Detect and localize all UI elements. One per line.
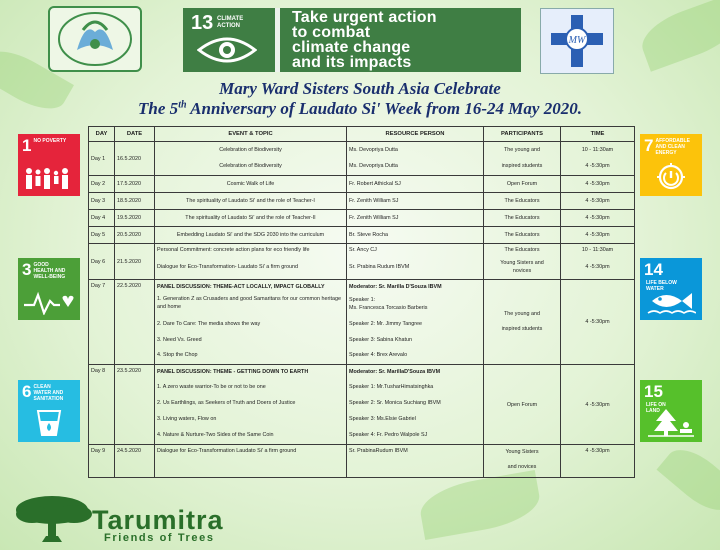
cell-event <box>155 142 347 176</box>
page-subtitle <box>0 99 720 119</box>
cell-time <box>561 244 635 280</box>
cell-date: 22.5.2020 <box>115 280 155 365</box>
sdg-label: CLEAN WATER AND SANITATION <box>33 384 64 402</box>
table-row <box>89 142 635 176</box>
cell-event: Cosmic Walk of Life <box>155 176 347 193</box>
event-line: 4. Stop the Chop <box>157 352 198 358</box>
cell-time: 4 -5:30pm <box>561 193 635 210</box>
earth-eye-icon <box>197 36 257 64</box>
water-glass-icon <box>24 409 74 437</box>
table-header-row <box>89 127 635 142</box>
table-row <box>89 227 635 244</box>
cell-day: Day 3 <box>89 193 115 210</box>
cell-person <box>347 365 484 445</box>
participants-line: inspired students <box>501 162 543 169</box>
event-line: 3. Need Vs. Greed <box>157 337 202 343</box>
sdg-tile-7 <box>640 134 702 196</box>
column-header-participants: PARTICIPANTS <box>484 127 561 142</box>
sdg-number: 7 <box>644 136 654 155</box>
sdg-tile-15 <box>640 380 702 442</box>
cell-person <box>347 280 484 365</box>
sdg-tile-6 <box>18 380 80 442</box>
sdg-tile-1 <box>18 134 80 196</box>
person-line: Sr. Ancy CJ <box>349 247 377 253</box>
event-line: Celebration of Biodiversity <box>219 162 282 169</box>
cell-date: 23.5.2020 <box>115 365 155 445</box>
time-line: 10 - 11:30am <box>581 247 614 253</box>
slogan-line: and its impacts <box>292 54 412 71</box>
column-header-day: DAY <box>89 127 115 142</box>
column-header-event: EVENT & TOPIC <box>155 127 347 142</box>
person-line: Ms. Devopriya Dutta <box>349 147 398 153</box>
table-row <box>89 244 635 280</box>
moderator-line: Moderator: Sr. Marilla D'Souza IBVM <box>349 284 442 290</box>
cell-date: 21.5.2020 <box>115 244 155 280</box>
cell-participants: The Educators <box>484 227 561 244</box>
heartbeat-icon <box>24 291 74 315</box>
person-line: Ms. Devopriya Dutta <box>349 162 398 169</box>
time-line: 4 -5:30pm <box>585 162 610 169</box>
participants-line: and novices <box>507 464 537 470</box>
cell-day: Day 5 <box>89 227 115 244</box>
org-tagline: Friends of Trees <box>104 532 215 544</box>
column-header-time: TIME <box>561 127 635 142</box>
cell-event: The spirituality of Laudato Si' and the role of Teacher-I <box>155 193 347 210</box>
participants-line: The young and <box>504 147 540 153</box>
cell-time: 4 -5:30pm <box>561 445 635 478</box>
person-line: Speaker 3: Sabina Khatun <box>349 337 412 343</box>
sdg-number: 1 <box>22 136 32 155</box>
cell-person: Br. Steve Rocha <box>347 227 484 244</box>
person-line: Speaker 2: Sr. Monica Suchiang IBVM <box>349 400 441 406</box>
cell-day: Day 8 <box>89 365 115 445</box>
page-title: Mary Ward Sisters South Asia Celebrate <box>219 79 501 98</box>
background-leaf <box>417 470 544 540</box>
cell-time: 4 -5:30pm <box>561 280 635 365</box>
participants-line: inspired students <box>501 326 543 332</box>
slogan-line: Take urgent action <box>292 9 437 26</box>
cell-date: 20.5.2020 <box>115 227 155 244</box>
sdg-number: 15 <box>644 382 663 401</box>
column-header-date: DATE <box>115 127 155 142</box>
cell-person <box>347 244 484 280</box>
event-line: 1. A zero waste warrior-To be or not to be one <box>157 384 266 390</box>
cell-time: 4 -5:30pm <box>561 210 635 227</box>
table-row <box>89 210 635 227</box>
event-line: 3. Living waters, Flow on <box>157 416 217 422</box>
participants-line: The young and <box>504 310 540 317</box>
event-line: 2. Us Earthlings, as Seekers of Truth and Doers of Justice <box>157 400 296 406</box>
cell-date: 17.5.2020 <box>115 176 155 193</box>
participants-line: novices <box>512 268 532 274</box>
cell-participants: The Educators <box>484 210 561 227</box>
background-leaf <box>657 439 720 521</box>
mw-logo-text: MW <box>568 35 586 46</box>
event-line: Celebration of Biodiversity <box>219 147 282 153</box>
cell-time <box>561 142 635 176</box>
sdg-label: NO POVERTY <box>33 138 67 144</box>
person-line: Speaker 4: Brex Arevalo <box>349 352 408 358</box>
sdg-label: AFFORDABLE AND CLEAN ENERGY <box>655 138 690 156</box>
sdg13-label: CLIMATE ACTION <box>217 16 244 29</box>
cell-time: 4 -5:30pm <box>561 176 635 193</box>
participants-line: Young Sisters and <box>500 260 544 266</box>
event-line: 4. Nature & Nurture-Two Sides of the Same Coin <box>157 432 274 438</box>
cell-participants <box>484 244 561 280</box>
cell-person: Fr. Zenith William SJ <box>347 210 484 227</box>
participants-line: The Educators <box>504 247 540 253</box>
cell-day: Day 4 <box>89 210 115 227</box>
cell-participants <box>484 280 561 365</box>
sdg-tile-3 <box>18 258 80 320</box>
sdg13-banner <box>183 8 521 72</box>
time-line: 10 - 11:30am <box>581 147 614 153</box>
cell-participants: Open Forum <box>484 176 561 193</box>
person-line: Sr. Prabina Rudum IBVM <box>349 264 410 270</box>
cell-day: Day 9 <box>89 445 115 478</box>
cell-person <box>347 142 484 176</box>
cell-date: 24.5.2020 <box>115 445 155 478</box>
org-name: Tarumitra <box>92 505 224 535</box>
cell-time: 4 -5:30pm <box>561 365 635 445</box>
event-line: Dialogue for Eco-Transformation- Laudato Si' a firm ground <box>157 264 299 270</box>
sun-power-icon <box>646 163 696 191</box>
column-header-resource-person: RESOURCE PERSON <box>347 127 484 142</box>
cell-event: The spirituality of Laudato Si' and the role of Teacher-II <box>155 210 347 227</box>
person-line: Ms. Francesca Torcasio Barberis <box>349 305 428 311</box>
table-row <box>89 445 635 478</box>
table-row <box>89 280 635 365</box>
cell-participants <box>484 142 561 176</box>
table-row <box>89 193 635 210</box>
moderator-line: Moderator: Sr. MarillaD'Souza IBVM <box>349 369 441 375</box>
person-line: Speaker 1: <box>349 297 376 303</box>
cell-day: Day 7 <box>89 280 115 365</box>
sdg-number: 6 <box>22 382 32 401</box>
slogan-line: to combat <box>292 24 371 41</box>
cell-event <box>155 280 347 365</box>
subtitle-pre: The 5 <box>138 99 179 118</box>
fish-icon <box>646 287 696 315</box>
cell-date: 19.5.2020 <box>115 210 155 227</box>
panel-theme: PANEL DISCUSSION: THEME-ACT LOCALLY, IMPACT GLOBALLY <box>157 284 325 290</box>
participants-line: Young Sisters <box>505 449 539 455</box>
sdg-number: 14 <box>644 260 663 279</box>
people-icon <box>24 167 74 191</box>
person-line: Speaker 2: Mr. Jimmy Tangree <box>349 321 423 327</box>
cell-person: Fr. Robert Athickal SJ <box>347 176 484 193</box>
event-line: Personal Commitment: concrete action plans for eco friendly life <box>157 247 310 253</box>
slogan-line: climate change <box>292 39 411 56</box>
sdg13-number: 13 <box>191 12 214 34</box>
background-leaf <box>635 0 720 72</box>
cell-participants <box>484 445 561 478</box>
cell-day: Day 6 <box>89 244 115 280</box>
subtitle-post: Anniversary of Laudato Si' Week from 16-24 May 2020. <box>186 99 582 118</box>
subtitle-sup: th <box>178 99 187 111</box>
cell-event: Dialogue for Eco-Transformation Laudato Si' a firm ground <box>155 445 347 478</box>
schedule-table <box>88 126 635 478</box>
time-line: 4 -5:30pm <box>585 264 610 270</box>
cell-person: Fr. Zenith William SJ <box>347 193 484 210</box>
tree-icon <box>646 407 696 437</box>
cell-day: Day 1 <box>89 142 115 176</box>
cell-participants: Open Forum <box>484 365 561 445</box>
sdg-label: LIFE BELOW WATER <box>646 280 677 292</box>
event-line: 2. Dare To Care: The media shows the way <box>157 321 261 327</box>
cell-date: 18.5.2020 <box>115 193 155 210</box>
person-line: Speaker 1: Mr.TusharHimatsinghka <box>349 384 434 390</box>
event-line: 1. Generation Z as Crusaders and good Samaritans for our common heritage and home <box>157 296 341 310</box>
cell-day: Day 2 <box>89 176 115 193</box>
sdg-number: 3 <box>22 260 32 279</box>
cell-event <box>155 365 347 445</box>
cell-participants: The Educators <box>484 193 561 210</box>
mw-cross-logo <box>540 8 614 74</box>
cell-person: Sr. PrabinaRudum IBVM <box>347 445 484 478</box>
table-row <box>89 365 635 445</box>
tree-logo-icon <box>12 492 98 548</box>
person-line: Speaker 4: Fr. Pedro Walpole SJ <box>349 432 428 438</box>
table-row <box>89 176 635 193</box>
sdg-label: LIFE ON LAND <box>646 402 666 414</box>
cell-event: Embedding Laudato Si' and the SDG 2030 into the curriculum <box>155 227 347 244</box>
panel-theme: PANEL DISCUSSION: THEME - GETTING DOWN TO EARTH <box>157 369 309 375</box>
person-line: Speaker 3: Ms.Elsie Gabriel <box>349 416 416 422</box>
mary-ward-logo <box>48 6 142 72</box>
cell-date: 16.5.2020 <box>115 142 155 176</box>
tarumitra-logo <box>12 492 242 548</box>
cell-time: 4 -5:30pm <box>561 227 635 244</box>
sdg-label: GOOD HEALTH AND WELL-BEING <box>33 262 66 280</box>
sdg-tile-14 <box>640 258 702 320</box>
cell-event <box>155 244 347 280</box>
